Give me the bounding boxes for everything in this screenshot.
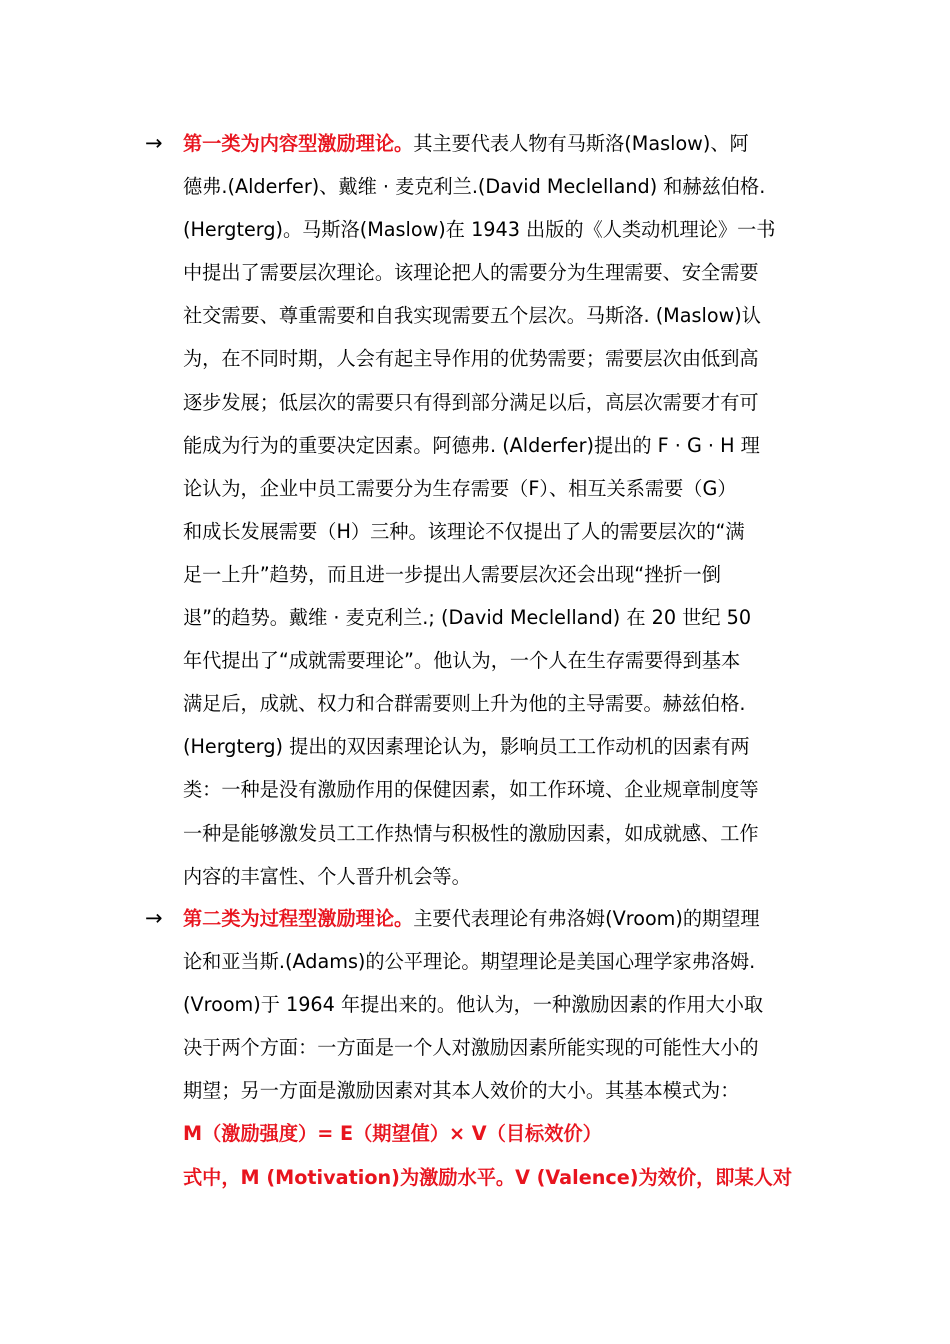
- text-line: 决于两个方面：一方面是一个人对激励因素所能实现的可能性大小的: [183, 1036, 759, 1060]
- right-arrow-icon: →: [145, 131, 163, 155]
- text-line: 德弗.(Alderfer)、戴维 · 麦克利兰.(David Meclelland) 和赫兹伯格.: [183, 175, 766, 199]
- text-line: 论和亚当斯.(Adams)的公平理论。期望理论是美国心理学家弗洛姆.: [183, 950, 756, 974]
- text-line: 一种是能够激发员工工作热情与积极性的激励因素，如成就感、工作: [183, 821, 759, 845]
- text-line: (Hergterg)。马斯洛(Maslow)在 1943 出版的《人类动机理论》一书: [183, 218, 776, 242]
- text-line: 为，在不同时期，人会有起主导作用的优势需要；需要层次由低到高: [183, 347, 759, 371]
- text-line: 期望；另一方面是激励因素对其本人效价的大小。其基本模式为：: [183, 1079, 740, 1103]
- formula-note-line: 式中，M (Motivation)为激励水平。V (Valence)为效价，即某人对: [183, 1165, 793, 1189]
- text-line: 年代提出了“成就需要理论”。他认为，一个人在生存需要得到基本: [183, 649, 741, 673]
- text-line: 类：一种是没有激励作用的保健因素，如工作环境、企业规章制度等: [183, 778, 759, 802]
- text-line: 逐步发展；低层次的需要只有得到部分满足以后，高层次需要才有可: [183, 390, 759, 414]
- text-line: (Vroom)于 1964 年提出来的。他认为，一种激励因素的作用大小取: [183, 993, 764, 1017]
- text-line: 足一上升”趋势，而且进一步提出人需要层次还会出现“挫折一倒: [183, 562, 721, 586]
- text-line: (Hergterg) 提出的双因素理论认为，影响员工工作动机的因素有两: [183, 735, 750, 759]
- section-heading: 第二类为过程型激励理论。: [183, 907, 414, 930]
- text-line: 第二类为过程型激励理论。主要代表理论有弗洛姆(Vroom)的期望理: [183, 907, 760, 930]
- text-line: 中提出了需要层次理论。该理论把人的需要分为生理需要、安全需要: [183, 261, 759, 285]
- text-line: 退”的趋势。戴维 · 麦克利兰.; (David Meclelland) 在 20 世纪 50: [183, 606, 752, 630]
- bullet-item-content-theories: [145, 122, 825, 898]
- paragraph-content-theories: [183, 122, 807, 898]
- section-heading: 第一类为内容型激励理论。: [183, 132, 414, 155]
- right-arrow-icon: →: [145, 906, 163, 930]
- text-line: 能成为行为的重要决定因素。阿德弗. (Alderfer)提出的 F · G · H 理: [183, 433, 760, 457]
- text-line: 论认为，企业中员工需要分为生存需要（F）、相互关系需要（G）: [183, 476, 737, 500]
- paragraph-process-theories: [183, 897, 807, 1199]
- text-line: 第一类为内容型激励理论。其主要代表人物有马斯洛(Maslow)、阿: [183, 132, 749, 155]
- text-line: 社交需要、尊重需要和自我实现需要五个层次。马斯洛. (Maslow)认: [183, 304, 761, 328]
- text-line: 和成长发展需要（H）三种。该理论不仅提出了人的需要层次的“满: [183, 519, 745, 543]
- bullet-item-process-theories: [145, 897, 825, 1199]
- formula-line: M（激励强度）= E（期望值）× V（目标效价）: [183, 1122, 602, 1146]
- text-line: 满足后，成就、权力和合群需要则上升为他的主导需要。赫兹伯格.: [183, 692, 746, 716]
- text-line: 内容的丰富性、个人晋升机会等。: [183, 864, 471, 888]
